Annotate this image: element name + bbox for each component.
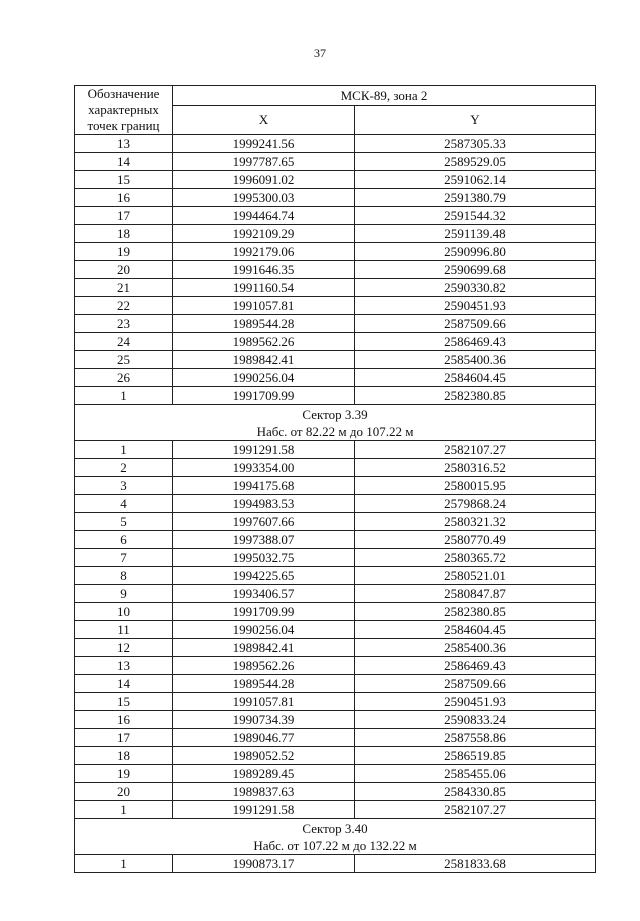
point-number-cell: 1 (75, 855, 173, 873)
y-coordinate-cell: 2580321.32 (355, 513, 596, 531)
y-coordinate-cell: 2580316.52 (355, 459, 596, 477)
y-column-header: Y (355, 106, 596, 135)
table-row (75, 711, 596, 729)
y-coordinate-cell: 2579868.24 (355, 495, 596, 513)
sector-height-range: Набс. от 107.22 м до 132.22 м (253, 837, 417, 853)
point-number-cell: 17 (75, 207, 173, 225)
table-row (75, 207, 596, 225)
sector-header-row (75, 405, 596, 441)
x-coordinate-cell: 1991709.99 (173, 387, 355, 405)
x-coordinate-cell: 1991160.54 (173, 279, 355, 297)
point-number-cell: 20 (75, 261, 173, 279)
table-row (75, 279, 596, 297)
y-coordinate-cell: 2586469.43 (355, 657, 596, 675)
x-coordinate-cell: 1997388.07 (173, 531, 355, 549)
table-row (75, 153, 596, 171)
y-coordinate-cell: 2590996.80 (355, 243, 596, 261)
point-label-header: Обозначение характерных точек границ (75, 86, 173, 135)
point-number-cell: 11 (75, 621, 173, 639)
y-coordinate-cell: 2582107.27 (355, 441, 596, 459)
point-number-cell: 3 (75, 477, 173, 495)
table-row (75, 315, 596, 333)
y-coordinate-cell: 2584330.85 (355, 783, 596, 801)
table-row (75, 855, 596, 873)
y-coordinate-cell: 2587509.66 (355, 315, 596, 333)
table-row (75, 495, 596, 513)
table-row (75, 801, 596, 819)
x-coordinate-cell: 1992109.29 (173, 225, 355, 243)
x-coordinate-cell: 1995300.03 (173, 189, 355, 207)
y-coordinate-cell: 2590451.93 (355, 297, 596, 315)
y-coordinate-cell: 2590833.24 (355, 711, 596, 729)
x-coordinate-cell: 1989544.28 (173, 315, 355, 333)
y-coordinate-cell: 2586469.43 (355, 333, 596, 351)
y-coordinate-cell: 2580521.01 (355, 567, 596, 585)
coordinate-system-header: МСК-89, зона 2 (173, 86, 596, 106)
sector-header (75, 405, 596, 441)
y-coordinate-cell: 2584604.45 (355, 621, 596, 639)
point-number-cell: 14 (75, 675, 173, 693)
x-coordinate-cell: 1993406.57 (173, 585, 355, 603)
point-number-cell: 1 (75, 441, 173, 459)
y-coordinate-cell: 2580015.95 (355, 477, 596, 495)
page-number: 37 (314, 46, 326, 60)
point-number-cell: 12 (75, 639, 173, 657)
x-coordinate-cell: 1991057.81 (173, 297, 355, 315)
x-coordinate-cell: 1990734.39 (173, 711, 355, 729)
sector-title: Сектор 3.39 (302, 406, 368, 422)
x-coordinate-cell: 1994983.53 (173, 495, 355, 513)
table-row (75, 297, 596, 315)
x-coordinate-cell: 1996091.02 (173, 171, 355, 189)
y-coordinate-cell: 2591139.48 (355, 225, 596, 243)
y-coordinate-cell: 2585400.36 (355, 351, 596, 369)
point-number-cell: 1 (75, 387, 173, 405)
point-number-cell: 9 (75, 585, 173, 603)
x-coordinate-cell: 1989837.63 (173, 783, 355, 801)
y-coordinate-cell: 2591544.32 (355, 207, 596, 225)
table-row (75, 765, 596, 783)
point-number-cell: 13 (75, 657, 173, 675)
point-number-cell: 23 (75, 315, 173, 333)
x-coordinate-cell: 1990256.04 (173, 621, 355, 639)
y-coordinate-cell: 2582107.27 (355, 801, 596, 819)
table-body (75, 135, 596, 873)
table-row (75, 477, 596, 495)
y-coordinate-cell: 2585400.36 (355, 639, 596, 657)
table-row (75, 747, 596, 765)
table-row (75, 585, 596, 603)
x-coordinate-cell: 1995032.75 (173, 549, 355, 567)
point-number-cell: 25 (75, 351, 173, 369)
x-coordinate-cell: 1991057.81 (173, 693, 355, 711)
x-coordinate-cell: 1991646.35 (173, 261, 355, 279)
table-row (75, 459, 596, 477)
sector-header (75, 819, 596, 855)
point-number-cell: 16 (75, 189, 173, 207)
y-coordinate-cell: 2587305.33 (355, 135, 596, 153)
point-number-cell: 15 (75, 171, 173, 189)
point-number-cell: 19 (75, 243, 173, 261)
y-coordinate-cell: 2587558.86 (355, 729, 596, 747)
table-row (75, 261, 596, 279)
y-coordinate-cell: 2582380.85 (355, 387, 596, 405)
x-coordinate-cell: 1989544.28 (173, 675, 355, 693)
table-row (75, 603, 596, 621)
table-row (75, 135, 596, 153)
point-number-cell: 21 (75, 279, 173, 297)
table-row (75, 657, 596, 675)
x-coordinate-cell: 1989289.45 (173, 765, 355, 783)
table-row (75, 351, 596, 369)
y-coordinate-cell: 2581833.68 (355, 855, 596, 873)
coordinates-table (74, 85, 596, 873)
y-coordinate-cell: 2590451.93 (355, 693, 596, 711)
point-number-cell: 8 (75, 567, 173, 585)
y-coordinate-cell: 2586519.85 (355, 747, 596, 765)
table-row (75, 567, 596, 585)
sector-header-row (75, 819, 596, 855)
y-coordinate-cell: 2580365.72 (355, 549, 596, 567)
x-coordinate-cell: 1989562.26 (173, 657, 355, 675)
sector-title: Сектор 3.40 (302, 820, 368, 836)
table-row (75, 513, 596, 531)
point-number-cell: 2 (75, 459, 173, 477)
table-row (75, 621, 596, 639)
table-row (75, 243, 596, 261)
table-row (75, 441, 596, 459)
point-number-cell: 4 (75, 495, 173, 513)
point-number-cell: 13 (75, 135, 173, 153)
table-row (75, 675, 596, 693)
point-number-cell: 7 (75, 549, 173, 567)
y-coordinate-cell: 2584604.45 (355, 369, 596, 387)
point-number-cell: 20 (75, 783, 173, 801)
point-number-cell: 16 (75, 711, 173, 729)
y-coordinate-cell: 2591062.14 (355, 171, 596, 189)
point-number-cell: 15 (75, 693, 173, 711)
table-row (75, 333, 596, 351)
x-coordinate-cell: 1991291.58 (173, 801, 355, 819)
sector-height-range: Набс. от 82.22 м до 107.22 м (256, 423, 414, 439)
x-coordinate-cell: 1989842.41 (173, 351, 355, 369)
point-number-cell: 19 (75, 765, 173, 783)
table-row (75, 189, 596, 207)
y-coordinate-cell: 2587509.66 (355, 675, 596, 693)
table-row (75, 729, 596, 747)
y-coordinate-cell: 2580770.49 (355, 531, 596, 549)
point-number-cell: 14 (75, 153, 173, 171)
y-coordinate-cell: 2590330.82 (355, 279, 596, 297)
point-number-cell: 24 (75, 333, 173, 351)
table-row (75, 549, 596, 567)
x-coordinate-cell: 1991291.58 (173, 441, 355, 459)
table-row (75, 639, 596, 657)
y-coordinate-cell: 2580847.87 (355, 585, 596, 603)
point-number-cell: 26 (75, 369, 173, 387)
x-coordinate-cell: 1993354.00 (173, 459, 355, 477)
table-row (75, 387, 596, 405)
x-coordinate-cell: 1999241.56 (173, 135, 355, 153)
x-coordinate-cell: 1990256.04 (173, 369, 355, 387)
x-coordinate-cell: 1994225.65 (173, 567, 355, 585)
x-coordinate-cell: 1994464.74 (173, 207, 355, 225)
point-number-cell: 18 (75, 225, 173, 243)
point-number-cell: 18 (75, 747, 173, 765)
x-column-header: X (173, 106, 355, 135)
table-row (75, 225, 596, 243)
y-coordinate-cell: 2589529.05 (355, 153, 596, 171)
table-header (75, 86, 596, 135)
x-coordinate-cell: 1994175.68 (173, 477, 355, 495)
x-coordinate-cell: 1991709.99 (173, 603, 355, 621)
table-row (75, 693, 596, 711)
point-number-cell: 1 (75, 801, 173, 819)
table-row (75, 369, 596, 387)
table-row (75, 171, 596, 189)
point-number-cell: 6 (75, 531, 173, 549)
x-coordinate-cell: 1997787.65 (173, 153, 355, 171)
point-number-cell: 10 (75, 603, 173, 621)
point-number-cell: 5 (75, 513, 173, 531)
x-coordinate-cell: 1989046.77 (173, 729, 355, 747)
point-number-cell: 17 (75, 729, 173, 747)
x-coordinate-cell: 1989842.41 (173, 639, 355, 657)
y-coordinate-cell: 2591380.79 (355, 189, 596, 207)
x-coordinate-cell: 1997607.66 (173, 513, 355, 531)
y-coordinate-cell: 2590699.68 (355, 261, 596, 279)
y-coordinate-cell: 2585455.06 (355, 765, 596, 783)
x-coordinate-cell: 1989052.52 (173, 747, 355, 765)
x-coordinate-cell: 1990873.17 (173, 855, 355, 873)
table-row (75, 783, 596, 801)
table-row (75, 531, 596, 549)
y-coordinate-cell: 2582380.85 (355, 603, 596, 621)
x-coordinate-cell: 1989562.26 (173, 333, 355, 351)
point-number-cell: 22 (75, 297, 173, 315)
x-coordinate-cell: 1992179.06 (173, 243, 355, 261)
